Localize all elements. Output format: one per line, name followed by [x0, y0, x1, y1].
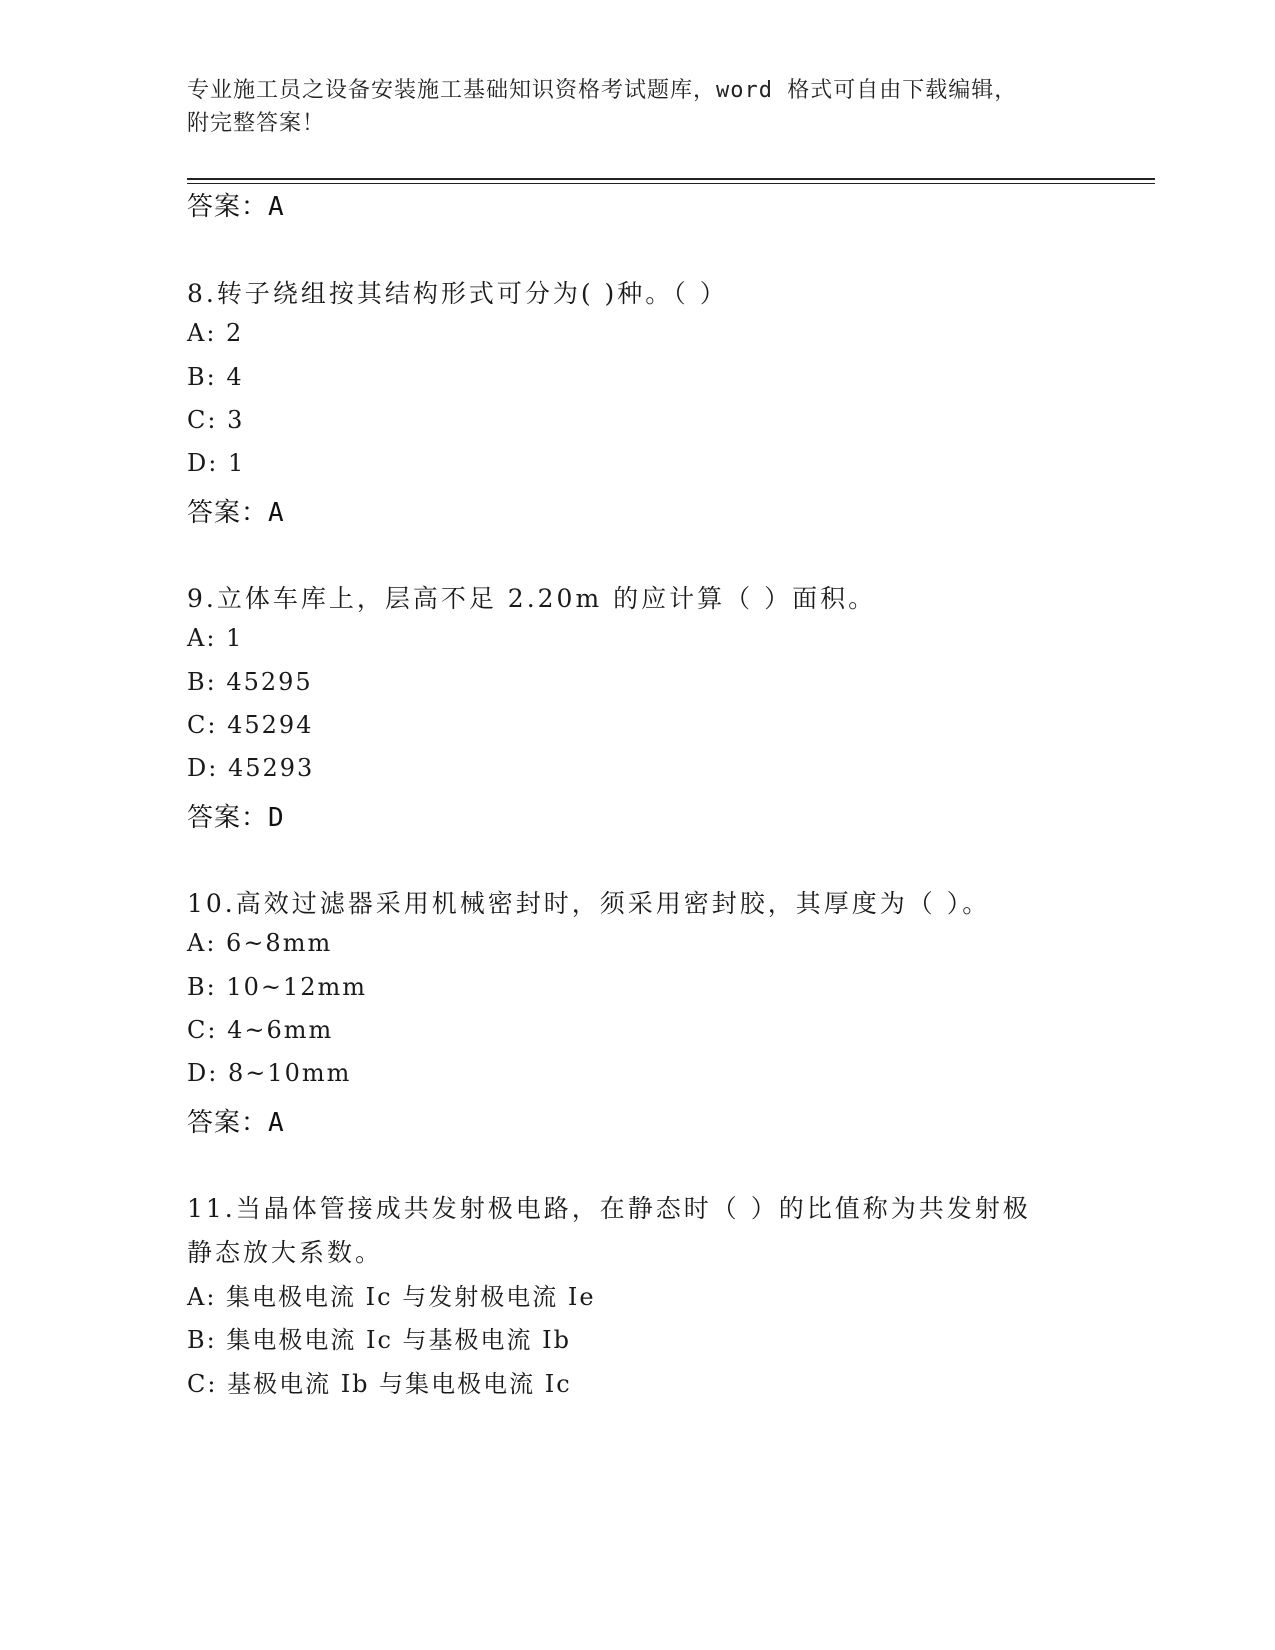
header-line-1: 专业施工员之设备安装施工基础知识资格考试题库，word 格式可自由下载编辑，: [187, 78, 1018, 103]
question-8-text: 8.转子绕组按其结构形式可分为( )种。（ ）: [187, 279, 728, 308]
question-10-option-d: D: 8~10mm: [187, 1059, 352, 1087]
question-10-answer: 答案：A: [187, 1108, 285, 1138]
question-9-option-b: B: 45295: [187, 668, 313, 696]
document-header: [187, 74, 1087, 140]
question-8-answer: 答案：A: [187, 498, 285, 528]
header-divider-thin: [187, 183, 1155, 184]
question-10-text: 10.高效过滤器采用机械密封时，须采用密封胶，其厚度为（ ）。: [187, 889, 991, 918]
question-8-option-a: A: 2: [187, 319, 244, 347]
question-8-option-c: C: 3: [187, 406, 245, 434]
question-9-option-a: A: 1: [187, 624, 244, 652]
question-9-answer: 答案：D: [187, 803, 285, 833]
question-11-option-c: C: 基极电流 Ib 与集电极电流 Ic: [187, 1370, 572, 1398]
question-8-option-b: B: 4: [187, 363, 244, 391]
question-11-option-a: A: 集电极电流 Ic 与发射极电流 Ie: [187, 1283, 596, 1311]
header-divider: [187, 178, 1155, 180]
question-10-option-a: A: 6~8mm: [187, 929, 333, 957]
header-line-2: 附完整答案！: [187, 111, 326, 136]
question-10-option-b: B: 10~12mm: [187, 973, 368, 1001]
previous-answer: 答案：A: [187, 192, 285, 222]
question-11-text-line-1: 11.当晶体管接成共发射极电路，在静态时（ ）的比值称为共发射极: [187, 1194, 1031, 1223]
question-8-option-d: D: 1: [187, 449, 246, 477]
question-9-option-c: C: 45294: [187, 711, 314, 739]
question-9-option-d: D: 45293: [187, 754, 315, 782]
question-10-option-c: C: 4~6mm: [187, 1016, 334, 1044]
question-11-text-line-2: 静态放大系数。: [187, 1238, 384, 1267]
question-9-text: 9.立体车库上，层高不足 2.20m 的应计算（ ）面积。: [187, 584, 877, 613]
question-11-option-b: B: 集电极电流 Ic 与基极电流 Ib: [187, 1326, 572, 1354]
